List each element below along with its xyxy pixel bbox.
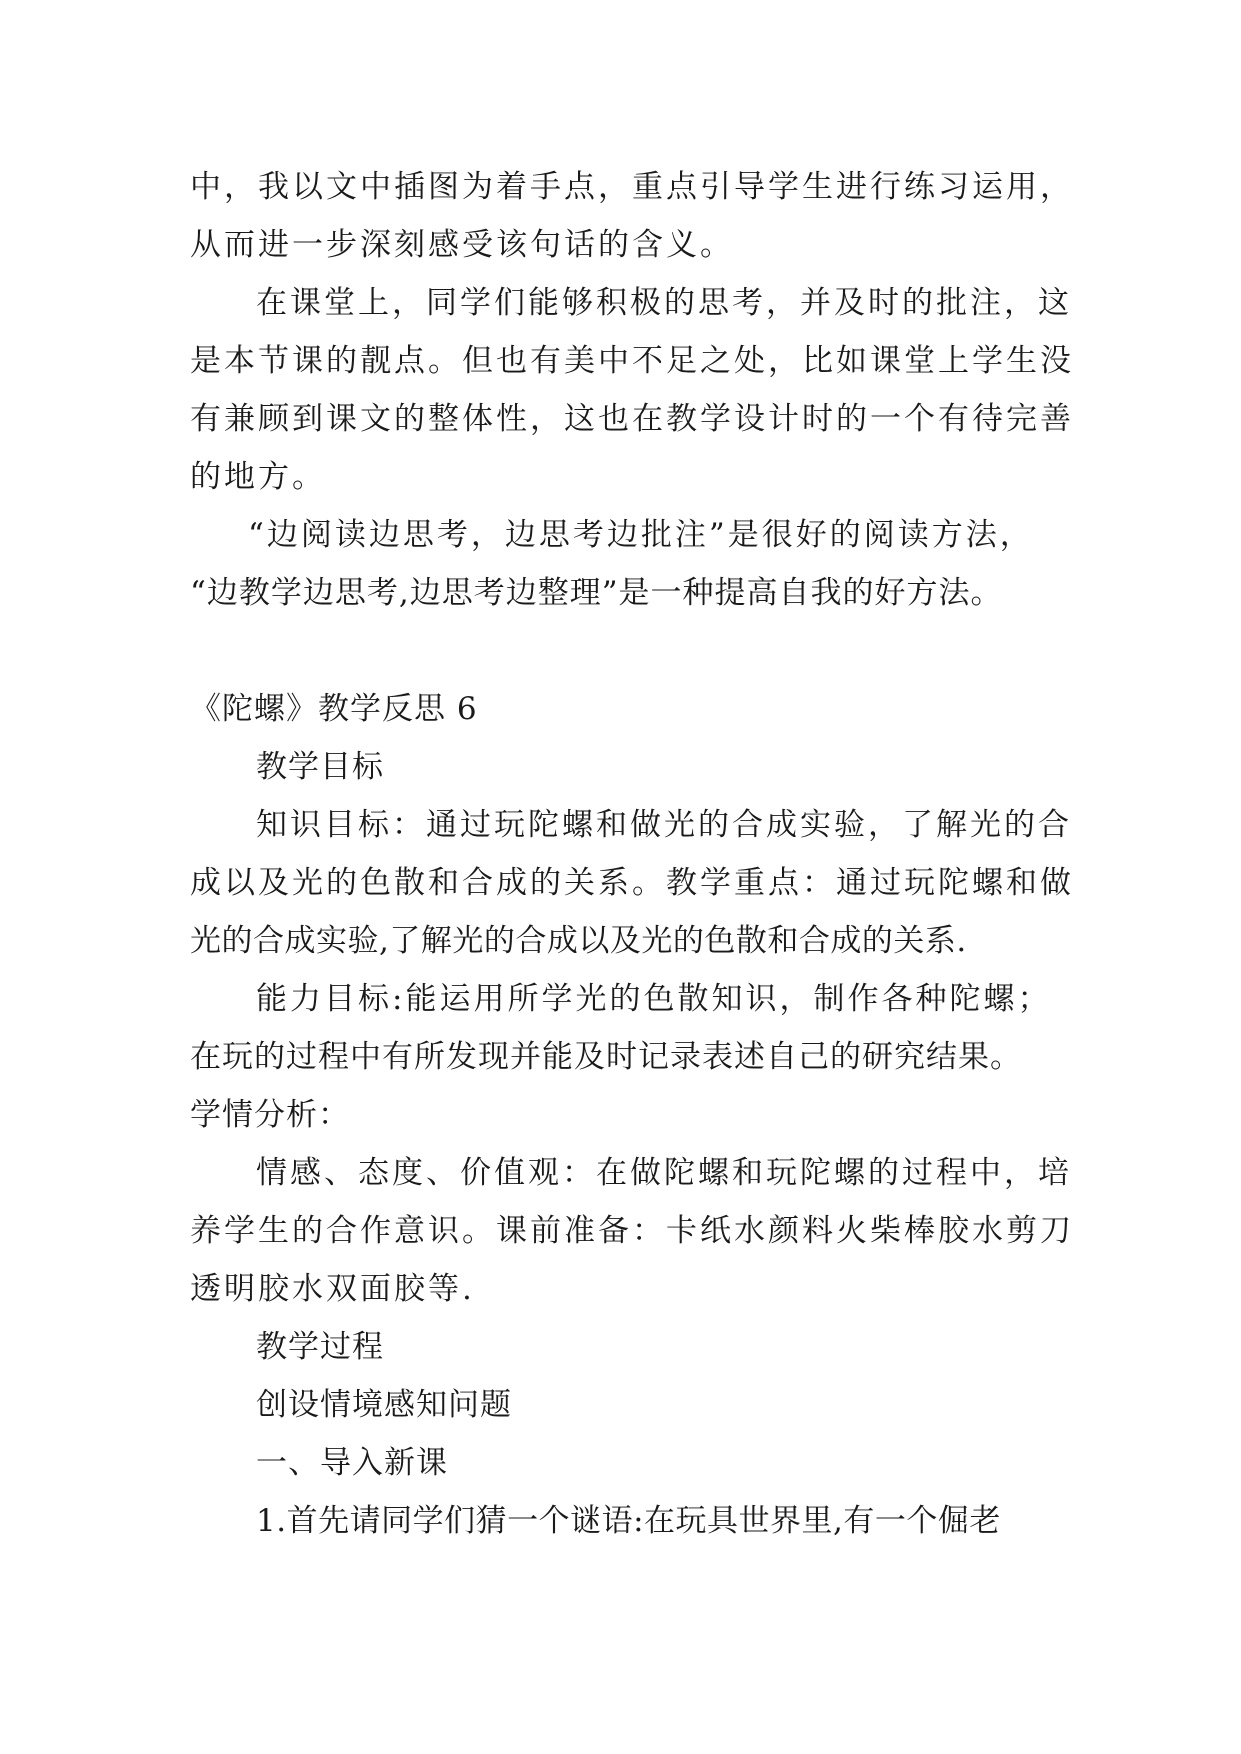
paragraph-line: 知识目标：通过玩陀螺和做光的合成实验，了解光的合 bbox=[256, 807, 1072, 843]
paragraph-line: 养学生的合作意识。课前准备：卡纸水颜料火柴棒胶水剪刀 bbox=[190, 1213, 1074, 1249]
subheading: 学情分析： bbox=[190, 1097, 350, 1133]
paragraph-line: 有兼顾到课文的整体性，这也在教学设计时的一个有待完善 bbox=[190, 401, 1074, 437]
paragraph-line: 的地方。 bbox=[190, 459, 326, 495]
paragraph-line: 1.首先请同学们猜一个谜语:在玩具世界里,有一个倔老 bbox=[256, 1503, 1001, 1539]
subheading: 教学过程 bbox=[256, 1329, 384, 1365]
paragraph-line: 在课堂上，同学们能够积极的思考，并及时的批注，这 bbox=[256, 285, 1072, 321]
paragraph-line: 中，我以文中插图为着手点，重点引导学生进行练习运用， bbox=[190, 169, 1074, 205]
paragraph-line: 在玩的过程中有所发现并能及时记录表述自己的研究结果。 bbox=[190, 1039, 1022, 1075]
subheading: 教学目标 bbox=[256, 749, 384, 785]
subheading: 创设情境感知问题 bbox=[256, 1387, 512, 1423]
paragraph-line: 成以及光的色散和合成的关系。教学重点：通过玩陀螺和做 bbox=[190, 865, 1074, 901]
paragraph-line: 情感、态度、价值观：在做陀螺和玩陀螺的过程中，培 bbox=[256, 1155, 1072, 1191]
paragraph-line: 透明胶水双面胶等. bbox=[190, 1271, 475, 1307]
subheading: 一、导入新课 bbox=[256, 1445, 448, 1481]
paragraph-line: “边教学边思考,边思考边整理”是一种提高自我的好方法。 bbox=[190, 575, 1003, 611]
paragraph-line: 光的合成实验,了解光的合成以及光的色散和合成的关系. bbox=[190, 923, 967, 959]
paragraph-line: 能力目标:能运用所学光的色散知识，制作各种陀螺； bbox=[256, 981, 1052, 1017]
paragraph-line: “边阅读边思考，边思考边批注”是很好的阅读方法， bbox=[248, 517, 1034, 553]
paragraph-line: 从而进一步深刻感受该句话的含义。 bbox=[190, 227, 734, 263]
section-title: 《陀螺》教学反思 6 bbox=[190, 691, 478, 727]
paragraph-line: 是本节课的靓点。但也有美中不足之处，比如课堂上学生没 bbox=[190, 343, 1074, 379]
